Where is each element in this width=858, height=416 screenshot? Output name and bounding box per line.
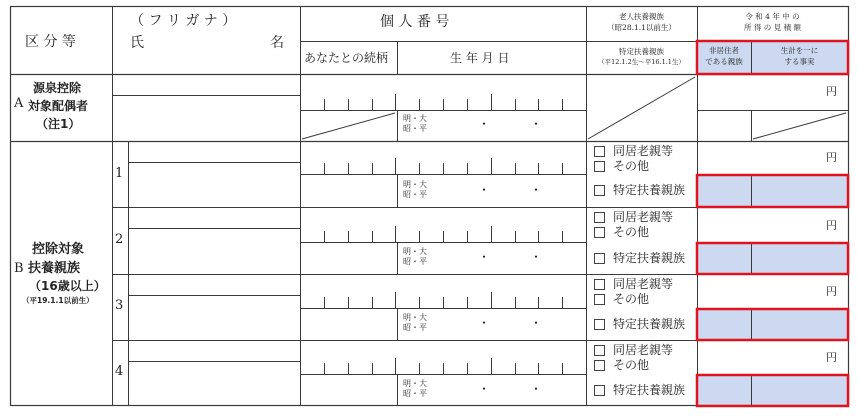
section-b-line2: 扶養親族 [28,261,81,276]
date-dot: ・ [530,250,543,264]
checkbox-tokutei-fuyou[interactable] [594,253,605,264]
checkbox-sonota[interactable] [594,227,605,238]
header-mei: 名 [270,35,284,51]
checkbox-doukyo-roushin[interactable] [594,279,605,290]
date-dot: ・ [478,316,491,330]
checkbox-doukyo-roushin[interactable] [594,212,605,223]
header-shi: 氏 [130,35,144,51]
date-dot: ・ [478,183,491,197]
section-b-line3: （16歳以上） [29,279,106,293]
row-number: 2 [115,232,124,247]
checkbox-sonota[interactable] [594,360,605,371]
row-yen: 円 [826,219,837,232]
date-dot: ・ [530,316,543,330]
era-bottom-label: 昭・平 [403,124,427,133]
option-doukyo-roushin: 同居老親等 [613,343,674,357]
header-seikei-line2: する事実 [784,57,815,66]
header-tokutei-line2: （平12.1.2生～平16.1.1生） [598,58,685,66]
era-top-label: 明・大 [403,180,427,189]
section-b-note: （平19.1.1以前生） [22,296,94,305]
option-tokutei-fuyou: 特定扶養親族 [613,317,686,331]
row-era [403,313,427,333]
option-sonota: その他 [613,358,650,372]
era-top-label: 明・大 [403,379,427,388]
section-a-era [403,114,427,134]
date-dot: ・ [530,117,543,131]
section-a-yen: 円 [826,85,837,98]
era-bottom-label: 昭・平 [403,389,427,398]
row-number: 4 [115,364,124,379]
date-dot: ・ [530,183,543,197]
date-dot: ・ [478,382,491,396]
option-tokutei-fuyou: 特定扶養親族 [613,383,686,397]
row-era [403,180,427,200]
checkbox-sonota[interactable] [594,294,605,305]
era-top-label: 明・大 [403,114,427,123]
era-top-label: 明・大 [403,247,427,256]
date-dot: ・ [478,250,491,264]
header-rojin-line1: 老人扶養親族 [619,12,664,21]
option-tokutei-fuyou: 特定扶養親族 [613,183,686,197]
header-kubun: 区 分 等 [25,34,76,50]
option-sonota: その他 [613,225,650,239]
era-bottom-label: 昭・平 [403,323,427,332]
header-rojin-line2: （昭28.1.1以前生） [607,23,676,32]
header-zokugara: あなたとの続柄 [304,51,389,65]
row-yen: 円 [826,285,837,298]
row-yen: 円 [826,151,837,164]
option-tokutei-fuyou: 特定扶養親族 [613,251,686,265]
row-yen: 円 [826,351,837,364]
checkbox-doukyo-roushin[interactable] [594,146,605,157]
row-era [403,379,427,399]
header-mitsumori-line2: 所 得 の 見 積 額 [744,23,801,32]
row-number: 1 [115,166,124,181]
era-bottom-label: 昭・平 [403,190,427,199]
header-seinengappi: 生 年 月 日 [450,51,510,65]
section-a-line1: 源泉控除 [33,81,82,95]
checkbox-tokutei-fuyou[interactable] [594,319,605,330]
section-b-letter: B [14,261,24,276]
era-top-label: 明・大 [403,313,427,322]
checkbox-doukyo-roushin[interactable] [594,345,605,356]
checkbox-tokutei-fuyou[interactable] [594,185,605,196]
header-hikyoju-line2: である親族 [705,57,743,66]
row-number: 3 [115,298,124,313]
section-b-line1: 控除対象 [32,242,85,257]
digit-ticks [325,94,563,374]
option-sonota: その他 [613,159,650,173]
era-bottom-label: 昭・平 [403,257,427,266]
section-a-note: （注1） [36,117,81,131]
section-a-line2: 対象配偶者 [28,99,89,113]
header-furigana: （ フ リ ガ ナ ） [130,13,237,29]
option-doukyo-roushin: 同居老親等 [613,277,674,291]
checkbox-sonota[interactable] [594,161,605,172]
header-tokutei-line1: 特定扶養親族 [619,47,664,56]
option-doukyo-roushin: 同居老親等 [613,144,674,158]
option-sonota: その他 [613,292,650,306]
option-doukyo-roushin: 同居老親等 [613,210,674,224]
header-seikei-line1: 生計を一に [780,46,819,55]
checkbox-tokutei-fuyou[interactable] [594,385,605,396]
header-hikyoju-line1: 非居住者 [709,46,739,55]
section-a-letter: A [14,96,24,111]
date-dot: ・ [478,117,491,131]
header-kojin-bango: 個 人 番 号 [380,14,450,30]
header-mitsumori-line1: 令 和 4 年 中 の [745,12,800,21]
row-era [403,247,427,267]
date-dot: ・ [530,382,543,396]
